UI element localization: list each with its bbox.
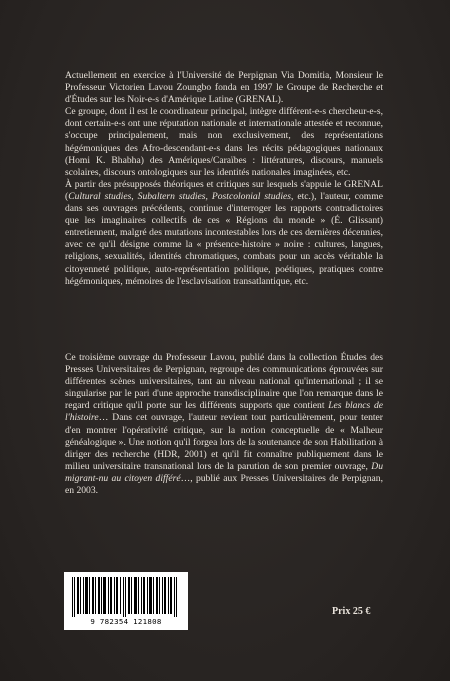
book-title-italic: Les blancs de l'histoire [65, 400, 383, 424]
book-presentation-block [65, 352, 383, 497]
theory-text-italic: Cultural studies, Subaltern studies, Postcolonial studies [68, 190, 291, 202]
grenal-paragraph: Ce groupe, dont il est le coordinateur principal, intègre différent-e-s chercheur-e-s, dont certain-e-s ont une réputation nationale et internationale attestée et reconnue, s'occupe principalement, mais non exclusivement, des représentations hégémoniques des Afro-descendant-e-s dans les récits pédagogiques nationaux (Homi K. Bhabha) des Amériques/Caraïbes : littératures, discours, manuels scolaires, discours ontologiques sur les identités nationales imaginées, etc. [65, 106, 383, 178]
author-presentation-block [65, 70, 383, 288]
book-text-middle: … Dans cet ouvrage, l'auteur revient tout particulièrement, pour tenter d'en montrer l'opérativité critique, sur la notion conceptuelle de « Malheur généalogique ». Une notion qu'il forgea lors de la soutenance de son Habilitation à diriger des recherche (HDR, 2001) et qu'il fit connaître publiquement dans le milieu universitaire transnational lors de la parution de son premier ouvrage, [65, 412, 383, 472]
book-text-end: …, publié aux Presses Universitaires de Perpignan, en 2003. [65, 472, 383, 497]
theory-paragraph [65, 179, 383, 288]
barcode [64, 572, 188, 630]
first-book-title-italic: Du migrant-nu au citoyen différé [65, 460, 383, 484]
author-paragraph: Actuellement en exercice à l'Université de Perpignan Via Domitia, Monsieur le Professeur Victorien Lavou Zoungbo fonda en 1997 le Groupe de Recherche et d'Études sur les Noir-e-s d'Amérique Latine (GRENAL). [65, 70, 383, 106]
theory-text-end: , etc.), l'auteur, comme dans ses ouvrages précédents, continue d'interroger les rapports contradictoires que les imaginaires collectifs de ces « Régions du monde » (É. Glissant) entretiennent, malgré des mutations incontestables lors de ces dernières décennies, avec ce qu'il désigne comme la « présence-histoire » noire : cultures, langues, religions, sexualités, identités chromatiques, combats pour un accès véritable la citoyenneté politique, auto-représentation politique, poétiques, pratiques contre hégémoniques, mémoires de l'esclavisation transatlantique, etc. [65, 190, 383, 287]
price-label: Prix 25 € [332, 606, 371, 617]
book-paragraph [65, 352, 383, 497]
barcode-bars [72, 577, 180, 617]
theory-text-start: À partir des présupposés théoriques et critiques sur lesquels s'appuie le GRENAL ( [65, 178, 383, 202]
book-text-start: Ce troisième ouvrage du Professeur Lavou, publié dans la collection Études des Presses Universitaires de Perpignan, regroupe des communications éprouvées sur différentes scènes universitaires, tant au niveau national qu'international ; il se singularise par le pari d'une approche transdisciplinaire que l'on remarque dans le regard critique qu'il porte sur les différents supports que contient [65, 352, 383, 412]
isbn-number: 9 782354 121808 [90, 617, 162, 626]
